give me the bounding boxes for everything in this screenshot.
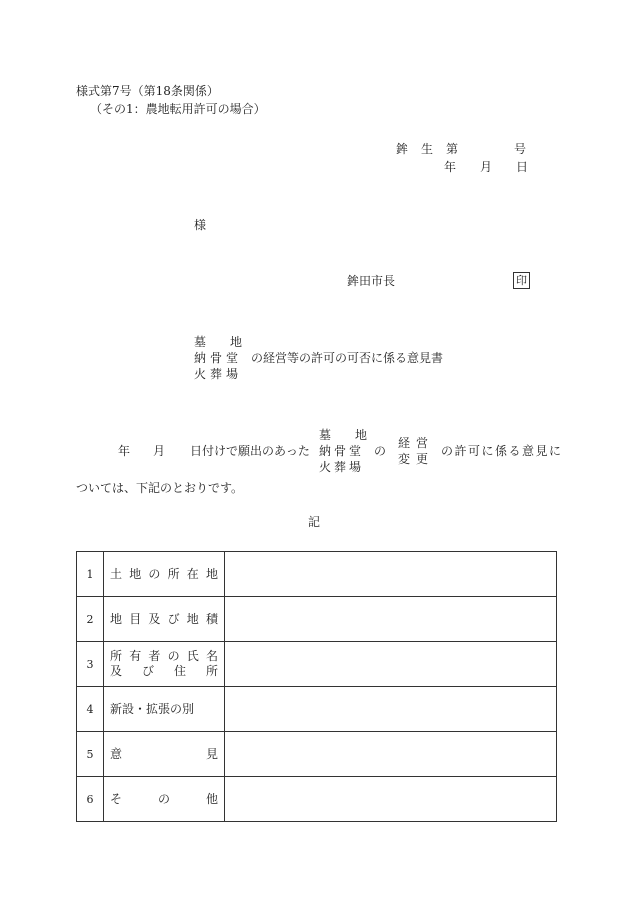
row-value[interactable]	[225, 687, 557, 732]
document-title: の経営等の許可の可否に係る意見書	[251, 351, 444, 365]
row-label	[104, 732, 225, 777]
body-facility-cemetery: 墓 地	[319, 428, 368, 442]
row-value[interactable]	[225, 777, 557, 822]
row-label	[104, 642, 225, 687]
label-spread: そ の 他	[110, 791, 218, 806]
label-spread: 所 有 者 の 氏 名	[110, 649, 218, 663]
body-action-manage: 経営	[398, 436, 435, 450]
seal-mark: 印	[513, 272, 530, 289]
label-spread: 意 見	[110, 746, 218, 761]
body-month: 月	[153, 444, 166, 458]
form-number: 様式第7号（第18条関係）	[76, 84, 219, 98]
body-facility-crematorium: 火葬場	[319, 460, 365, 474]
table-row	[77, 777, 557, 822]
row-number: 4	[77, 687, 104, 732]
doc-number-prefix: 鉾 生 第	[396, 142, 458, 156]
row-number: 6	[77, 777, 104, 822]
table-row	[77, 642, 557, 687]
label-spread: 土 地 の 所 在 地	[110, 566, 218, 581]
row-number: 5	[77, 732, 104, 777]
body-facility-ossuary: 納骨堂	[319, 444, 365, 458]
title-facility-crematorium: 火葬場	[194, 367, 243, 381]
title-facility-ossuary: 納骨堂	[194, 351, 243, 365]
body-line2: ついては、下記のとおりです。	[76, 481, 244, 495]
table-row	[77, 552, 557, 597]
row-value[interactable]	[225, 732, 557, 777]
row-label	[104, 687, 225, 732]
row-label	[104, 552, 225, 597]
row-label	[104, 597, 225, 642]
note-heading: 記	[308, 515, 321, 529]
table-row	[77, 597, 557, 642]
body-date-text: 日付けで願出のあった	[190, 444, 310, 458]
row-number: 2	[77, 597, 104, 642]
row-value[interactable]	[225, 597, 557, 642]
date-day: 日	[516, 160, 529, 174]
body-action-change: 変更	[398, 452, 435, 466]
addressee-honorific: 様	[194, 218, 207, 232]
doc-number-suffix: 号	[514, 142, 527, 156]
table-row	[77, 687, 557, 732]
label-spread: 及 び 住 所	[110, 664, 218, 678]
body-year: 年	[118, 444, 131, 458]
title-facility-cemetery: 墓 地	[194, 335, 243, 349]
row-value[interactable]	[225, 552, 557, 597]
date-year: 年	[444, 160, 457, 174]
row-number: 3	[77, 642, 104, 687]
row-value[interactable]	[225, 642, 557, 687]
body-particle: の	[374, 444, 387, 458]
body-tail: の許可に係る意見に	[441, 444, 563, 458]
table-row	[77, 732, 557, 777]
row-number: 1	[77, 552, 104, 597]
form-subtitle: （その1：農地転用許可の場合）	[90, 102, 266, 116]
details-table	[76, 551, 557, 822]
date-month: 月	[480, 160, 493, 174]
row-label	[104, 777, 225, 822]
label-spread: 地 目 及 び 地 積	[110, 611, 218, 626]
sender-name: 鉾田市長	[347, 274, 396, 288]
label-text: 新設・拡張の別	[110, 701, 195, 716]
